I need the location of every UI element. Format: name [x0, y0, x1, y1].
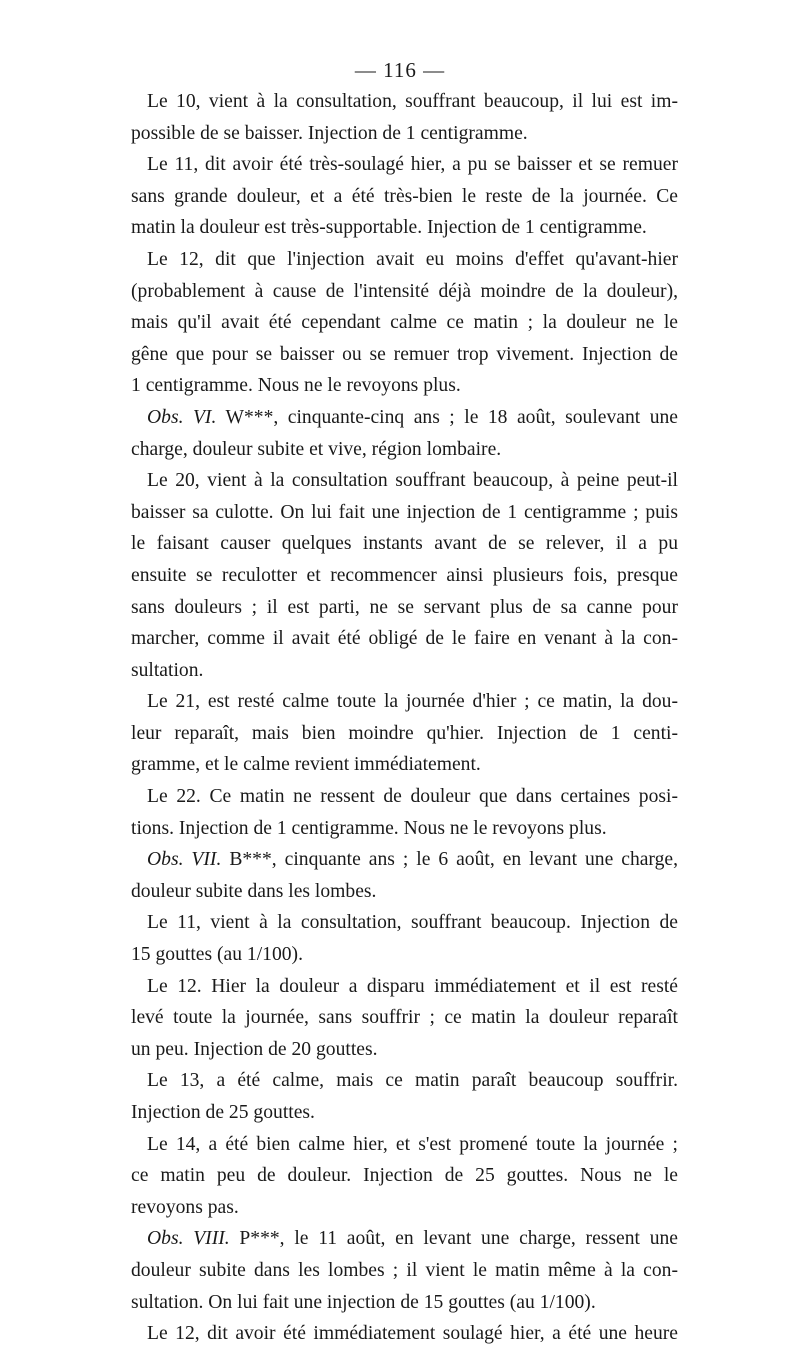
- text-line: [131, 907, 678, 939]
- text-line: [131, 1192, 678, 1224]
- text-line: [131, 1160, 678, 1192]
- text-line: [131, 686, 678, 718]
- text-line: [131, 1223, 678, 1255]
- text-line: [131, 1002, 678, 1034]
- text-line: [131, 592, 678, 624]
- text-line: [131, 465, 678, 497]
- text-line: [131, 1034, 678, 1066]
- text-segment: baisser sa culotte. On lui fait une injection de 1 centigramme ; puis: [131, 501, 678, 523]
- text-line: [131, 212, 678, 244]
- text-segment: sultation. On lui fait une injection de 15 gouttes (au 1/100).: [131, 1291, 596, 1313]
- text-line: [131, 1129, 678, 1161]
- text-line: [131, 370, 678, 402]
- text-segment: P***, le 11 août, en levant une charge, ressent une: [229, 1228, 679, 1250]
- text-segment: possible de se baisser. Injection de 1 centigramme.: [131, 122, 528, 144]
- text-segment: tions. Injection de 1 centigramme. Nous ne le revoyons plus.: [131, 817, 607, 839]
- text-segment: gramme, et le calme revient immédiatement.: [131, 754, 481, 776]
- text-line: [131, 181, 678, 213]
- text-segment: sans douleurs ; il est parti, ne se servant plus de sa canne pour: [131, 596, 678, 618]
- text-segment: Le 12, dit que l'injection avait eu moins d'effet qu'avant-hier: [147, 248, 678, 270]
- body-text: [131, 86, 678, 1350]
- text-segment: sultation.: [131, 659, 204, 681]
- text-segment: Le 12. Hier la douleur a disparu immédiatement et il est resté: [147, 975, 678, 997]
- text-segment: (probablement à cause de l'intensité déjà moindre de la douleur),: [131, 280, 678, 302]
- text-segment: Le 12, dit avoir été immédiatement soulagé hier, a été une heure: [147, 1323, 678, 1345]
- text-line: [131, 149, 678, 181]
- text-segment: W***, cinquante-cinq ans ; le 18 août, soulevant une: [216, 406, 678, 428]
- text-segment: B***, cinquante ans ; le 6 août, en levant une charge,: [221, 849, 678, 871]
- page-number: — 116 —: [354, 58, 446, 82]
- text-segment: 1 centigramme. Nous ne le revoyons plus.: [131, 375, 461, 397]
- text-line: [131, 560, 678, 592]
- text-line: [131, 244, 678, 276]
- text-segment: Le 20, vient à la consultation souffrant beaucoup, à peine peut-il: [147, 470, 678, 492]
- text-segment: le faisant causer quelques instants avant de se relever, il a pu: [131, 533, 678, 555]
- text-segment: levé toute la journée, sans souffrir ; ce matin la douleur reparaît: [131, 1007, 678, 1029]
- observation-label: Obs. VII.: [147, 849, 222, 871]
- text-line: [131, 1097, 678, 1129]
- text-line: [131, 623, 678, 655]
- text-segment: Le 13, a été calme, mais ce matin paraît beaucoup souffrir.: [147, 1070, 678, 1092]
- text-line: [131, 1318, 678, 1350]
- text-line: [131, 971, 678, 1003]
- text-segment: ce matin peu de douleur. Injection de 25 gouttes. Nous ne le: [131, 1165, 678, 1187]
- text-line: [131, 528, 678, 560]
- text-line: [131, 718, 678, 750]
- text-segment: matin la douleur est très-supportable. Injection de 1 centigramme.: [131, 217, 647, 239]
- text-segment: 15 gouttes (au 1/100).: [131, 944, 303, 966]
- text-segment: leur reparaît, mais bien moindre qu'hier. Injection de 1 centi-: [131, 722, 678, 744]
- text-segment: Le 22. Ce matin ne ressent de douleur que dans certaines posi-: [147, 786, 678, 808]
- text-line: [131, 939, 678, 971]
- text-line: [131, 402, 678, 434]
- text-segment: Le 11, dit avoir été très-soulagé hier, a pu se baisser et se remuer: [147, 154, 678, 176]
- text-line: [131, 1255, 678, 1287]
- text-line: [131, 655, 678, 687]
- text-line: [131, 307, 678, 339]
- text-line: [131, 118, 678, 150]
- text-segment: revoyons pas.: [131, 1196, 239, 1218]
- observation-label: Obs. VIII.: [147, 1228, 230, 1250]
- text-segment: marcher, comme il avait été obligé de le faire en venant à la con-: [131, 628, 678, 650]
- text-line: [131, 749, 678, 781]
- text-segment: charge, douleur subite et vive, région lombaire.: [131, 438, 502, 460]
- text-segment: douleur subite dans les lombes.: [131, 880, 377, 902]
- text-line: [131, 1287, 678, 1319]
- text-line: [131, 339, 678, 371]
- text-segment: gêne que pour se baisser ou se remuer trop vivement. Injection de: [131, 343, 678, 365]
- observation-label: Obs. VI.: [147, 406, 217, 428]
- text-segment: Injection de 25 gouttes.: [131, 1102, 315, 1123]
- text-segment: Le 11, vient à la consultation, souffrant beaucoup. Injection de: [147, 912, 678, 934]
- text-line: [131, 86, 678, 118]
- text-line: [131, 434, 678, 466]
- text-segment: un peu. Injection de 20 gouttes.: [131, 1038, 378, 1060]
- text-segment: douleur subite dans les lombes ; il vient le matin même à la con-: [131, 1259, 678, 1281]
- text-line: [131, 813, 678, 845]
- text-segment: sans grande douleur, et a été très-bien le reste de la journée. Ce: [131, 185, 678, 207]
- text-segment: Le 21, est resté calme toute la journée d'hier ; ce matin, la dou-: [147, 691, 678, 713]
- text-line: [131, 276, 678, 308]
- text-line: [131, 844, 678, 876]
- text-line: [131, 781, 678, 813]
- text-line: [131, 876, 678, 908]
- text-line: [131, 1065, 678, 1097]
- text-segment: Le 14, a été bien calme hier, et s'est promené toute la journée ;: [147, 1133, 678, 1155]
- text-line: [131, 497, 678, 529]
- text-segment: mais qu'il avait été cependant calme ce matin ; la douleur ne le: [131, 312, 678, 334]
- text-segment: Le 10, vient à la consultation, souffrant beaucoup, il lui est im-: [147, 91, 678, 112]
- text-segment: ensuite se reculotter et recommencer ainsi plusieurs fois, presque: [131, 564, 678, 586]
